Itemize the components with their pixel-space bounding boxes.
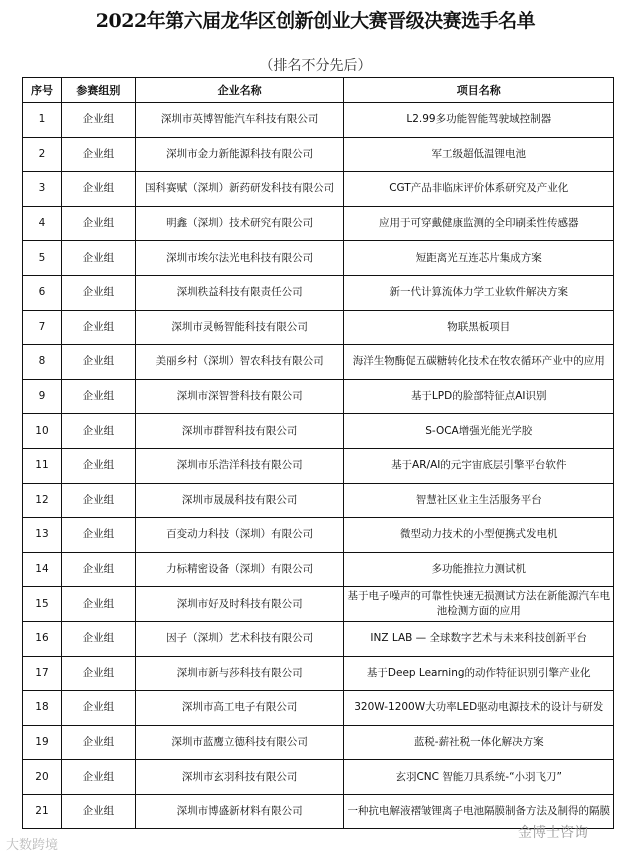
cell-company: 力标精密设备（深圳）有限公司	[135, 552, 344, 587]
cell-index: 6	[23, 275, 62, 310]
table-row	[23, 206, 614, 241]
cell-group: 企业组	[61, 656, 135, 691]
cell-company: 深圳市博盛新材料有限公司	[135, 794, 344, 829]
cell-group: 企业组	[61, 310, 135, 345]
cell-group: 企业组	[61, 137, 135, 172]
table-row	[23, 448, 614, 483]
finalists-table	[22, 77, 614, 829]
cell-group: 企业组	[61, 587, 135, 622]
watermark-left: 大数跨境	[6, 838, 59, 853]
cell-project: 蓝税-薪社税一体化解决方案	[344, 725, 614, 760]
cell-company: 百变动力科技（深圳）有限公司	[135, 518, 344, 553]
table-row	[23, 172, 614, 207]
table-row	[23, 414, 614, 449]
cell-index: 13	[23, 518, 62, 553]
cell-company: 明鑫（深圳）技术研究有限公司	[135, 206, 344, 241]
cell-project: 多功能推拉力测试机	[344, 552, 614, 587]
table-row	[23, 725, 614, 760]
table-row	[23, 621, 614, 656]
cell-group: 企业组	[61, 691, 135, 726]
cell-project: 基于LPD的脸部特征点AI识别	[344, 379, 614, 414]
cell-company: 深圳市玄羽科技有限公司	[135, 760, 344, 795]
cell-project: L2.99多功能智能驾驶域控制器	[344, 103, 614, 138]
cell-company: 深圳市乐浩洋科技有限公司	[135, 448, 344, 483]
cell-group: 企业组	[61, 448, 135, 483]
cell-company: 美丽乡村（深圳）智农科技有限公司	[135, 345, 344, 380]
cell-group: 企业组	[61, 794, 135, 829]
cell-group: 企业组	[61, 414, 135, 449]
table-row	[23, 275, 614, 310]
cell-company: 深圳市蓝鹰立德科技有限公司	[135, 725, 344, 760]
document-title: 2022年第六届龙华区创新创业大赛晋级决赛选手名单	[95, 10, 536, 32]
cell-project: 物联黑板项目	[344, 310, 614, 345]
table-row	[23, 760, 614, 795]
cell-group: 企业组	[61, 172, 135, 207]
cell-company: 深圳市英博智能汽车科技有限公司	[135, 103, 344, 138]
cell-project: 一种抗电解液褶皱锂离子电池隔膜制备方法及制得的隔膜	[344, 794, 614, 829]
cell-index: 18	[23, 691, 62, 726]
cell-group: 企业组	[61, 103, 135, 138]
cell-index: 4	[23, 206, 62, 241]
cell-company: 因子（深圳）艺术科技有限公司	[135, 621, 344, 656]
header-company: 企业名称	[135, 78, 344, 103]
cell-index: 14	[23, 552, 62, 587]
watermark-right: 金博士咨询	[518, 825, 588, 841]
cell-index: 9	[23, 379, 62, 414]
table-header-row	[23, 78, 614, 103]
cell-project: 短距离光互连芯片集成方案	[344, 241, 614, 276]
cell-index: 10	[23, 414, 62, 449]
table-row	[23, 379, 614, 414]
cell-project: 新一代计算流体力学工业软件解决方案	[344, 275, 614, 310]
table-row	[23, 483, 614, 518]
table-row	[23, 345, 614, 380]
cell-group: 企业组	[61, 518, 135, 553]
cell-project: CGT产品非临床评价体系研究及产业化	[344, 172, 614, 207]
cell-company: 深圳市好及时科技有限公司	[135, 587, 344, 622]
cell-company: 深圳市群智科技有限公司	[135, 414, 344, 449]
cell-group: 企业组	[61, 275, 135, 310]
cell-index: 19	[23, 725, 62, 760]
cell-group: 企业组	[61, 241, 135, 276]
cell-company: 深圳市新与莎科技有限公司	[135, 656, 344, 691]
cell-index: 3	[23, 172, 62, 207]
cell-project: 基于电子噪声的可靠性快速无损测试方法在新能源汽车电池检测方面的应用	[344, 587, 614, 622]
cell-project: 海洋生物酶促五碳糖转化技术在牧农循环产业中的应用	[344, 345, 614, 380]
cell-project: S-OCA增强光能光学胶	[344, 414, 614, 449]
header-index: 序号	[23, 78, 62, 103]
cell-group: 企业组	[61, 621, 135, 656]
table-row	[23, 656, 614, 691]
cell-project: 玄羽CNC 智能刀具系统-“小羽飞刀”	[344, 760, 614, 795]
cell-project: 应用于可穿戴健康监测的全印刷柔性传感器	[344, 206, 614, 241]
cell-project: 智慧社区业主生活服务平台	[344, 483, 614, 518]
cell-project: INZ LAB — 全球数字艺术与未来科技创新平台	[344, 621, 614, 656]
table-row	[23, 691, 614, 726]
cell-group: 企业组	[61, 206, 135, 241]
cell-index: 20	[23, 760, 62, 795]
cell-index: 16	[23, 621, 62, 656]
table-row	[23, 137, 614, 172]
header-group: 参赛组别	[61, 78, 135, 103]
cell-group: 企业组	[61, 379, 135, 414]
cell-company: 深圳市晟晟科技有限公司	[135, 483, 344, 518]
cell-group: 企业组	[61, 760, 135, 795]
cell-project: 基于AR/AI的元宇宙底层引擎平台软件	[344, 448, 614, 483]
table-row	[23, 518, 614, 553]
table-row	[23, 103, 614, 138]
cell-group: 企业组	[61, 552, 135, 587]
document-subtitle: （排名不分先后）	[259, 58, 372, 74]
cell-group: 企业组	[61, 483, 135, 518]
cell-company: 国科赛赋（深圳）新药研发科技有限公司	[135, 172, 344, 207]
cell-index: 17	[23, 656, 62, 691]
cell-project: 微型动力技术的小型便携式发电机	[344, 518, 614, 553]
cell-index: 1	[23, 103, 62, 138]
cell-index: 2	[23, 137, 62, 172]
table-row	[23, 241, 614, 276]
table-row	[23, 587, 614, 622]
cell-index: 11	[23, 448, 62, 483]
table-row	[23, 310, 614, 345]
cell-group: 企业组	[61, 725, 135, 760]
header-project: 项目名称	[344, 78, 614, 103]
cell-project: 军工级超低温锂电池	[344, 137, 614, 172]
cell-group: 企业组	[61, 345, 135, 380]
cell-company: 深圳市埃尔法光电科技有限公司	[135, 241, 344, 276]
cell-index: 12	[23, 483, 62, 518]
cell-index: 8	[23, 345, 62, 380]
cell-company: 深圳秩益科技有限责任公司	[135, 275, 344, 310]
cell-company: 深圳市高工电子有限公司	[135, 691, 344, 726]
cell-project: 基于Deep Learning的动作特征识别引擎产业化	[344, 656, 614, 691]
cell-index: 7	[23, 310, 62, 345]
cell-company: 深圳市金力新能源科技有限公司	[135, 137, 344, 172]
cell-index: 15	[23, 587, 62, 622]
cell-index: 21	[23, 794, 62, 829]
cell-index: 5	[23, 241, 62, 276]
cell-company: 深圳市灵畅智能科技有限公司	[135, 310, 344, 345]
cell-project: 320W-1200W大功率LED驱动电源技术的设计与研发	[344, 691, 614, 726]
cell-company: 深圳市深智誉科技有限公司	[135, 379, 344, 414]
table-row	[23, 552, 614, 587]
